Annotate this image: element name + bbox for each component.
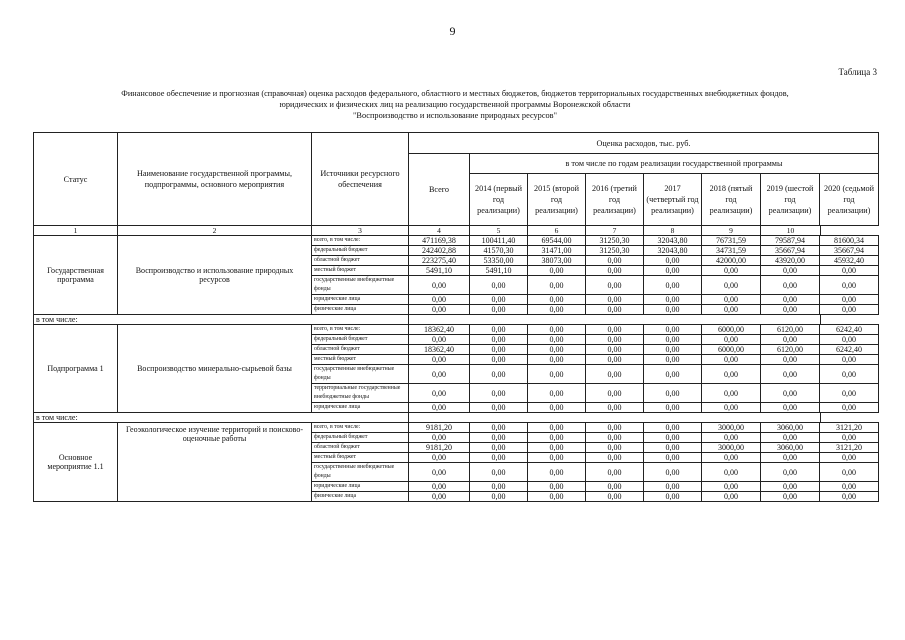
- value-cell: 0,00: [470, 276, 528, 295]
- value-cell: 43920,00: [761, 256, 820, 266]
- source-cell: федеральный бюджет: [312, 246, 409, 256]
- value-cell: 0,00: [586, 482, 644, 492]
- source-cell: юридические лица: [312, 482, 409, 492]
- status-cell: Подпрограмма 1: [34, 325, 118, 413]
- header-sources: Источники ресурсного обеспечения: [312, 133, 409, 226]
- value-cell: 0,00: [470, 443, 528, 453]
- value-cell: 45932,40: [820, 256, 879, 266]
- source-cell: территориальные государственные внебюджетные фонды: [312, 384, 409, 403]
- value-cell: 0,00: [528, 276, 586, 295]
- value-cell: 0,00: [702, 335, 761, 345]
- header-year: 2019 (шестой год реализации): [761, 174, 820, 226]
- value-cell: 0,00: [409, 463, 470, 482]
- value-cell: 32043,80: [644, 236, 702, 246]
- value-cell: 0,00: [702, 384, 761, 403]
- value-cell: 0,00: [470, 433, 528, 443]
- value-cell: 0,00: [528, 433, 586, 443]
- value-cell: 0,00: [820, 453, 879, 463]
- value-cell: 0,00: [702, 463, 761, 482]
- value-cell: 0,00: [528, 295, 586, 305]
- value-cell: 0,00: [586, 384, 644, 403]
- value-cell: 0,00: [820, 463, 879, 482]
- column-number: 5: [470, 226, 528, 236]
- document-title: [50, 88, 860, 121]
- value-cell: 0,00: [644, 335, 702, 345]
- value-cell: 0,00: [470, 345, 528, 355]
- value-cell: 0,00: [528, 335, 586, 345]
- value-cell: 0,00: [470, 463, 528, 482]
- value-cell: 223275,40: [409, 256, 470, 266]
- value-cell: 0,00: [470, 482, 528, 492]
- value-cell: 0,00: [761, 453, 820, 463]
- blank-cell: [409, 413, 821, 423]
- title-line: "Воспроизводство и использование природных ресурсов": [353, 111, 557, 120]
- value-cell: 0,00: [820, 384, 879, 403]
- value-cell: 18362,40: [409, 325, 470, 335]
- value-cell: 0,00: [470, 403, 528, 413]
- value-cell: 0,00: [702, 365, 761, 384]
- value-cell: 0,00: [409, 453, 470, 463]
- column-number: 4: [409, 226, 470, 236]
- value-cell: 0,00: [586, 305, 644, 315]
- value-cell: 0,00: [586, 345, 644, 355]
- value-cell: 0,00: [644, 403, 702, 413]
- value-cell: 0,00: [528, 482, 586, 492]
- value-cell: 31471,00: [528, 246, 586, 256]
- value-cell: 0,00: [409, 403, 470, 413]
- value-cell: 0,00: [409, 433, 470, 443]
- value-cell: 35667,94: [761, 246, 820, 256]
- value-cell: 0,00: [761, 276, 820, 295]
- value-cell: 0,00: [470, 384, 528, 403]
- header-year: 2020 (седьмой год реализации): [820, 174, 879, 226]
- value-cell: 0,00: [644, 443, 702, 453]
- value-cell: 0,00: [820, 355, 879, 365]
- title-line: Финансовое обеспечение и прогнозная (справочная) оценка расходов федерального, областного и местных бюджетов, бюджетов территориальных государственных внебюджетных фондов,: [121, 89, 789, 98]
- source-cell: федеральный бюджет: [312, 335, 409, 345]
- value-cell: 0,00: [702, 482, 761, 492]
- table-row: [34, 236, 879, 246]
- value-cell: 0,00: [644, 433, 702, 443]
- value-cell: 3060,00: [761, 443, 820, 453]
- value-cell: 0,00: [644, 325, 702, 335]
- source-cell: юридические лица: [312, 295, 409, 305]
- value-cell: 0,00: [644, 355, 702, 365]
- header-status: Статус: [34, 133, 118, 226]
- value-cell: 0,00: [702, 492, 761, 502]
- value-cell: 0,00: [528, 345, 586, 355]
- value-cell: 0,00: [409, 492, 470, 502]
- value-cell: 41570,30: [470, 246, 528, 256]
- source-cell: всего, в том числе:: [312, 325, 409, 335]
- program-name-cell: Воспроизводство и использование природных ресурсов: [118, 236, 312, 315]
- value-cell: 0,00: [586, 433, 644, 443]
- column-number: 1: [34, 226, 118, 236]
- value-cell: 38073,00: [528, 256, 586, 266]
- value-cell: 79587,94: [761, 236, 820, 246]
- column-number: 2: [118, 226, 312, 236]
- value-cell: 3000,00: [702, 423, 761, 433]
- value-cell: 0,00: [586, 325, 644, 335]
- value-cell: 0,00: [528, 403, 586, 413]
- header-year: 2016 (третий год реализации): [586, 174, 644, 226]
- value-cell: 0,00: [761, 365, 820, 384]
- value-cell: 0,00: [820, 365, 879, 384]
- header-name: Наименование государственной программы, подпрограммы, основного мероприятия: [118, 133, 312, 226]
- value-cell: 0,00: [586, 256, 644, 266]
- value-cell: 0,00: [761, 492, 820, 502]
- header-estimate: Оценка расходов, тыс. руб.: [409, 133, 879, 154]
- financing-table: [33, 132, 879, 502]
- value-cell: 0,00: [644, 266, 702, 276]
- value-cell: 0,00: [470, 423, 528, 433]
- column-number: 10: [761, 226, 821, 236]
- value-cell: 0,00: [470, 335, 528, 345]
- value-cell: 0,00: [528, 492, 586, 502]
- value-cell: 0,00: [470, 492, 528, 502]
- value-cell: 69544,00: [528, 236, 586, 246]
- value-cell: 0,00: [528, 325, 586, 335]
- value-cell: 53350,00: [470, 256, 528, 266]
- table-body: [34, 236, 879, 502]
- value-cell: 32043,80: [644, 246, 702, 256]
- value-cell: 100411,40: [470, 236, 528, 246]
- column-number: 9: [702, 226, 761, 236]
- value-cell: 0,00: [761, 335, 820, 345]
- value-cell: 0,00: [586, 423, 644, 433]
- value-cell: 0,00: [644, 305, 702, 315]
- value-cell: 81600,34: [820, 236, 879, 246]
- value-cell: 0,00: [644, 365, 702, 384]
- value-cell: 0,00: [470, 365, 528, 384]
- table-row: [34, 325, 879, 335]
- value-cell: 0,00: [820, 266, 879, 276]
- value-cell: 0,00: [644, 482, 702, 492]
- value-cell: 0,00: [586, 453, 644, 463]
- value-cell: 0,00: [702, 295, 761, 305]
- value-cell: 242402,88: [409, 246, 470, 256]
- source-cell: физические лица: [312, 305, 409, 315]
- value-cell: 3121,20: [820, 423, 879, 433]
- value-cell: 18362,40: [409, 345, 470, 355]
- header-year: 2018 (пятый год реализации): [702, 174, 761, 226]
- value-cell: 0,00: [820, 276, 879, 295]
- value-cell: 0,00: [820, 433, 879, 443]
- column-number: 7: [586, 226, 644, 236]
- value-cell: 6242,40: [820, 325, 879, 335]
- value-cell: 31250,30: [586, 246, 644, 256]
- value-cell: 31250,30: [586, 236, 644, 246]
- table-header: [34, 133, 879, 236]
- value-cell: 0,00: [586, 403, 644, 413]
- value-cell: 0,00: [702, 266, 761, 276]
- value-cell: 0,00: [761, 266, 820, 276]
- value-cell: 0,00: [470, 305, 528, 315]
- value-cell: 0,00: [644, 295, 702, 305]
- header-total: Всего: [409, 154, 470, 226]
- value-cell: 0,00: [761, 355, 820, 365]
- table-label: Таблица 3: [838, 67, 877, 77]
- in-that-number-row: [34, 315, 879, 325]
- source-cell: государственные внебюджетные фонды: [312, 463, 409, 482]
- in-that-number-row: [34, 413, 879, 423]
- value-cell: 0,00: [409, 365, 470, 384]
- value-cell: 9181,20: [409, 443, 470, 453]
- source-cell: областной бюджет: [312, 345, 409, 355]
- value-cell: 0,00: [702, 276, 761, 295]
- value-cell: 0,00: [644, 463, 702, 482]
- value-cell: 42000,00: [702, 256, 761, 266]
- source-cell: всего, в том числе:: [312, 423, 409, 433]
- source-cell: всего, в том числе:: [312, 236, 409, 246]
- value-cell: 0,00: [761, 295, 820, 305]
- value-cell: 0,00: [586, 355, 644, 365]
- value-cell: 0,00: [409, 295, 470, 305]
- value-cell: 0,00: [528, 384, 586, 403]
- value-cell: 0,00: [644, 345, 702, 355]
- value-cell: 0,00: [409, 482, 470, 492]
- value-cell: 6120,00: [761, 325, 820, 335]
- in-that-number-label: в том числе:: [34, 315, 118, 325]
- value-cell: 0,00: [702, 305, 761, 315]
- program-name-cell: Геоэкологическое изучение территорий и поисково-оценочные работы: [118, 423, 312, 502]
- value-cell: 3121,20: [820, 443, 879, 453]
- value-cell: 0,00: [820, 305, 879, 315]
- header-year: 2017 (четвертый год реализации): [644, 174, 702, 226]
- value-cell: 0,00: [761, 384, 820, 403]
- blank-cell: [409, 315, 821, 325]
- source-cell: государственные внебюджетные фонды: [312, 276, 409, 295]
- value-cell: 0,00: [586, 365, 644, 384]
- column-number: 3: [312, 226, 409, 236]
- source-cell: местный бюджет: [312, 355, 409, 365]
- value-cell: 0,00: [644, 276, 702, 295]
- title-line: юридических и физических лиц на реализацию государственной программы Воронежской области: [279, 100, 631, 109]
- value-cell: 5491,10: [409, 266, 470, 276]
- value-cell: 0,00: [528, 463, 586, 482]
- value-cell: 9181,20: [409, 423, 470, 433]
- value-cell: 0,00: [644, 423, 702, 433]
- value-cell: 0,00: [528, 365, 586, 384]
- blank-cell: [118, 315, 409, 325]
- value-cell: 3000,00: [702, 443, 761, 453]
- value-cell: 0,00: [702, 403, 761, 413]
- value-cell: 34731,59: [702, 246, 761, 256]
- value-cell: 35667,94: [820, 246, 879, 256]
- value-cell: 0,00: [528, 266, 586, 276]
- source-cell: местный бюджет: [312, 453, 409, 463]
- value-cell: 0,00: [409, 305, 470, 315]
- source-cell: федеральный бюджет: [312, 433, 409, 443]
- value-cell: 0,00: [702, 453, 761, 463]
- value-cell: 3060,00: [761, 423, 820, 433]
- source-cell: областной бюджет: [312, 443, 409, 453]
- value-cell: 0,00: [820, 403, 879, 413]
- value-cell: 5491,10: [470, 266, 528, 276]
- column-number: 8: [644, 226, 702, 236]
- status-cell: Государственная программа: [34, 236, 118, 315]
- header-year: 2014 (первый год реализации): [470, 174, 528, 226]
- value-cell: 0,00: [586, 276, 644, 295]
- in-that-number-label: в том числе:: [34, 413, 118, 423]
- value-cell: 0,00: [409, 335, 470, 345]
- value-cell: 0,00: [586, 335, 644, 345]
- source-cell: областной бюджет: [312, 256, 409, 266]
- value-cell: 0,00: [586, 266, 644, 276]
- value-cell: 0,00: [644, 384, 702, 403]
- blank-cell: [118, 413, 409, 423]
- page-number: 9: [449, 24, 456, 38]
- value-cell: 0,00: [644, 453, 702, 463]
- value-cell: 0,00: [528, 305, 586, 315]
- value-cell: 0,00: [761, 433, 820, 443]
- value-cell: 0,00: [702, 433, 761, 443]
- value-cell: 0,00: [470, 295, 528, 305]
- value-cell: 6000,00: [702, 345, 761, 355]
- value-cell: 0,00: [470, 325, 528, 335]
- program-name-cell: Воспроизводство минерально-сырьевой базы: [118, 325, 312, 413]
- value-cell: 0,00: [761, 305, 820, 315]
- value-cell: 6000,00: [702, 325, 761, 335]
- value-cell: 0,00: [528, 443, 586, 453]
- value-cell: 0,00: [820, 482, 879, 492]
- value-cell: 76731,59: [702, 236, 761, 246]
- value-cell: 0,00: [644, 492, 702, 502]
- value-cell: 0,00: [470, 355, 528, 365]
- value-cell: 0,00: [702, 355, 761, 365]
- value-cell: 6120,00: [761, 345, 820, 355]
- column-number: 6: [528, 226, 586, 236]
- value-cell: 0,00: [528, 355, 586, 365]
- value-cell: 0,00: [470, 453, 528, 463]
- value-cell: 0,00: [586, 295, 644, 305]
- value-cell: 0,00: [761, 463, 820, 482]
- value-cell: 471169,38: [409, 236, 470, 246]
- value-cell: 0,00: [586, 443, 644, 453]
- source-cell: государственные внебюджетные фонды: [312, 365, 409, 384]
- value-cell: 0,00: [409, 355, 470, 365]
- value-cell: 0,00: [820, 295, 879, 305]
- header-year: 2015 (второй год реализации): [528, 174, 586, 226]
- value-cell: 0,00: [761, 482, 820, 492]
- table-row: [34, 423, 879, 433]
- source-cell: местный бюджет: [312, 266, 409, 276]
- value-cell: 0,00: [586, 463, 644, 482]
- value-cell: 0,00: [586, 492, 644, 502]
- status-cell: Основное мероприятие 1.1: [34, 423, 118, 502]
- value-cell: 0,00: [644, 256, 702, 266]
- value-cell: 0,00: [820, 335, 879, 345]
- source-cell: юридические лица: [312, 403, 409, 413]
- value-cell: 0,00: [409, 276, 470, 295]
- value-cell: 0,00: [409, 384, 470, 403]
- value-cell: 0,00: [528, 423, 586, 433]
- header-by-years: в том числе по годам реализации государственной программы: [470, 154, 879, 174]
- value-cell: 0,00: [820, 492, 879, 502]
- value-cell: 6242,40: [820, 345, 879, 355]
- source-cell: физические лица: [312, 492, 409, 502]
- value-cell: 0,00: [761, 403, 820, 413]
- value-cell: 0,00: [528, 453, 586, 463]
